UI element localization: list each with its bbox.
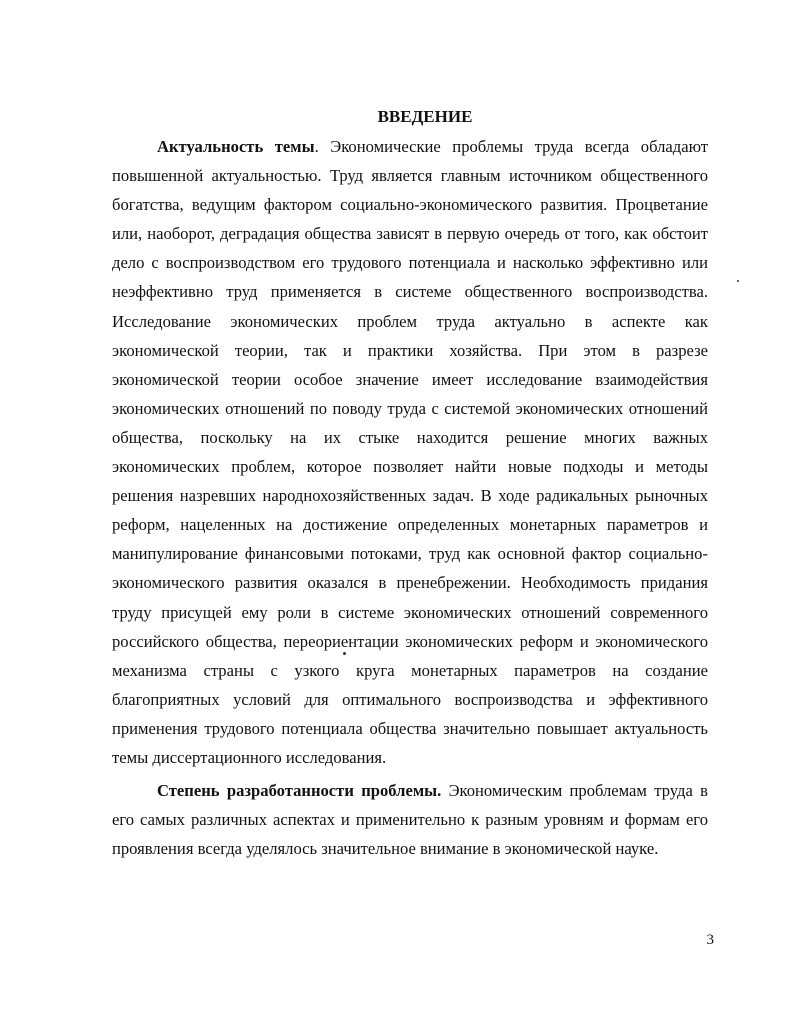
paragraph-relevance <box>112 132 708 772</box>
paragraph-text: Экономическим проблемам труда в его самых различных аспектах и применительно к разным уровням и формам его проявления всегда уделялось значительное внимание в экономической науке. <box>112 781 708 859</box>
paragraph-text: . Экономические проблемы труда всегда обладают повышенной актуальностью. Труд является главным источником общественного богатства, ведущим фактором социально-экономического развития. Процветание или, наоборот, деградация общества зависят в первую очередь от того, как обстоит дело с воспроизводством его трудового потенциала и насколько эффективно или неэффективно труд применяется в системе общественного воспроизводства. Исследование экономических проблем труда актуально в аспекте как экономической теории, так и практики хозяйства. При этом в разрезе экономической теории особое значение имеет исследование взаимодействия экономических отношений по поводу труда с системой экономических отношений общества, поскольку на их стыке находится решение многих важных экономических проблем, которое позволяет найти новые подходы и методы решения назревших народнохозяйственных задач. В ходе радикальных рыночных реформ, нацеленных на достижение определенных монетарных параметров и манипулирование финансовыми потоками, труд как основной фактор социально-экономического развития оказался в пренебрежении. Необходимость придания труду присущей ему роли в системе экономических отношений современного российского общества, переориентации экономических реформ и экономического механизма страны с узкого круга монетарных параметров на создание благоприятных условий для оптимального воспроизводства и эффективного применения трудового потенциала общества значительно повышает актуальность темы диссертационного исследования. <box>112 137 708 767</box>
paragraph-lead: Актуальность темы <box>157 137 315 156</box>
paragraph-lead: Степень разработанности проблемы. <box>157 781 442 801</box>
scan-speck <box>737 280 739 282</box>
page-title: ВВЕДЕНИЕ <box>377 107 473 126</box>
document-page <box>112 100 708 863</box>
page-number: 3 <box>706 932 714 948</box>
paragraph-development <box>112 776 708 863</box>
scan-speck <box>343 652 346 655</box>
